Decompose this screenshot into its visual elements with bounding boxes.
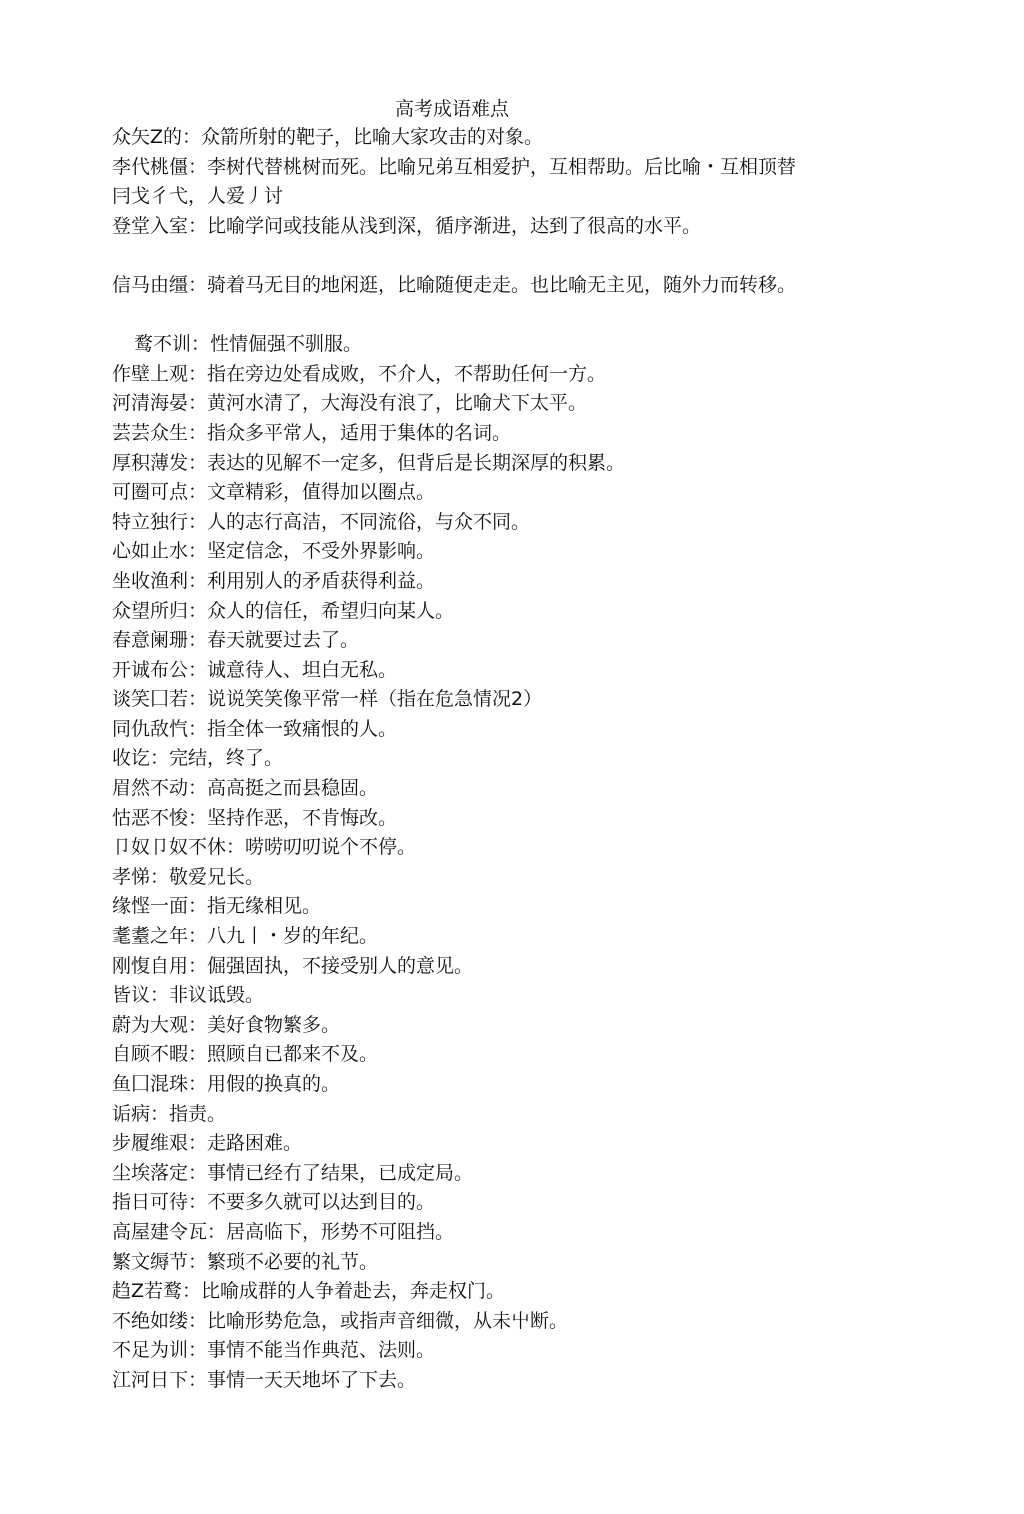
- idiom-entry: 众矢Z的：众箭所射的靶子，比喻大家攻击的对象。: [112, 126, 544, 148]
- idiom-list: [112, 123, 912, 1396]
- idiom-entry: 卩奴卩奴不休：唠唠叨叨说个不停。: [112, 836, 417, 859]
- idiom-entry: 可圈可点：文章精彩，值得加以圈点。: [112, 481, 436, 504]
- idiom-entry: 开诚布公：诚意待人、坦白无私。: [112, 658, 398, 681]
- idiom-entry: 尘埃落定：事情已经冇了结果，已成定局。: [112, 1161, 474, 1184]
- idiom-entry: 耄耋之年：八九丨・岁的年纪。: [112, 925, 379, 948]
- idiom-entry: 怙恶不悛：坚持作恶，不肯悔改。: [112, 806, 398, 829]
- idiom-entry: 登堂入室：比喻学问或技能从浅到深，循序渐进，达到了很高的水平。: [112, 214, 702, 237]
- idiom-entry: 步履维艰：走路困难。: [112, 1132, 303, 1155]
- idiom-entry: 蔚为大观：美好食物繁多。: [112, 1013, 341, 1036]
- idiom-entry: 眉然不动：高高挺之而县稳固。: [112, 777, 379, 800]
- idiom-entry: 众望所归：众人的信任，希望归向某人。: [112, 599, 455, 622]
- idiom-entry-continuation: 冃戈彳弋，人爱丿讨: [112, 185, 284, 208]
- idiom-entry: 趋Z若鹜：比喻成群的人争着赴去，奔走权门。: [112, 1280, 506, 1303]
- idiom-entry: 繁文缛节：繁琐不必要的礼节。: [112, 1250, 379, 1273]
- idiom-entry: 缘悭一面：指无缘相见。: [112, 895, 322, 918]
- idiom-entry: 信马由缰：骑着马无目的地闲逛，比喻随便走走。也比喻无主见，随外力而转移。: [112, 273, 797, 296]
- blank-line: [112, 301, 912, 331]
- idiom-entry: 刚愎自用：倔强固执，不接受别人的意见。: [112, 954, 474, 977]
- idiom-entry: 谈笑囗若：说说笑笑像平常一样（指在危急情况2）: [112, 688, 543, 711]
- idiom-entry: 作壁上观：指在旁边处看成败，不介人，不帮助任何一方。: [112, 362, 607, 385]
- idiom-entry: 李代桃僵：李树代替桃树而死。比喻兄弟互相爱护，互相帮助。后比喻・互相顶替: [112, 155, 797, 178]
- idiom-entry: 自顾不暇：照顾自已都来不及。: [112, 1043, 379, 1066]
- idiom-entry: 不足为训：事情不能当作典范、法则。: [112, 1339, 436, 1362]
- idiom-entry: 特立独行：人的志行高洁，不同流俗，与众不同。: [112, 510, 531, 533]
- idiom-entry: 坐收渔利：利用别人的矛盾获得利益。: [112, 569, 436, 592]
- document-title: 高考成语难点: [394, 98, 509, 120]
- idiom-entry: 诟病：指责。: [112, 1102, 227, 1125]
- idiom-entry: 心如止水：坚定信念，不受外界影响。: [112, 540, 436, 563]
- idiom-entry: 高屋建令瓦：居高临下，形势不可阻挡。: [112, 1220, 455, 1243]
- idiom-entry: 河清海晏：黄河水清了，大海没有浪了，比喻犬下太平。: [112, 392, 588, 415]
- idiom-entry: 春意阑珊：春天就要过去了。: [112, 629, 360, 652]
- idiom-entry: 芸芸众生：指众多平常人，适用于集体的名词。: [112, 421, 512, 444]
- idiom-entry: 收讫：完结，终了。: [112, 747, 284, 770]
- idiom-entry: 鱼囗混珠：用假的换真的。: [112, 1073, 341, 1095]
- idiom-entry: 厚积薄发：表达的见解不一定多，但背后是长期深厚的积累。: [112, 451, 626, 474]
- idiom-entry: 江河日下：事情一天天地坏了下去。: [112, 1368, 417, 1391]
- idiom-entry: 皆议：非议诋毁。: [112, 984, 265, 1007]
- idiom-entry: 鹜不训：性情倔强不驯服。: [134, 333, 363, 356]
- blank-line: [112, 241, 912, 271]
- idiom-entry: 不绝如缕：比喻形势危急，或指声音细微，从未屮断。: [112, 1309, 569, 1332]
- idiom-entry: 指日可待：不要多久就可以达到目的。: [112, 1191, 436, 1214]
- idiom-entry: 同仇敌忾：指全体一致痛恨的人。: [112, 717, 398, 740]
- idiom-entry: 孝悌：敬爱兄长。: [112, 865, 265, 888]
